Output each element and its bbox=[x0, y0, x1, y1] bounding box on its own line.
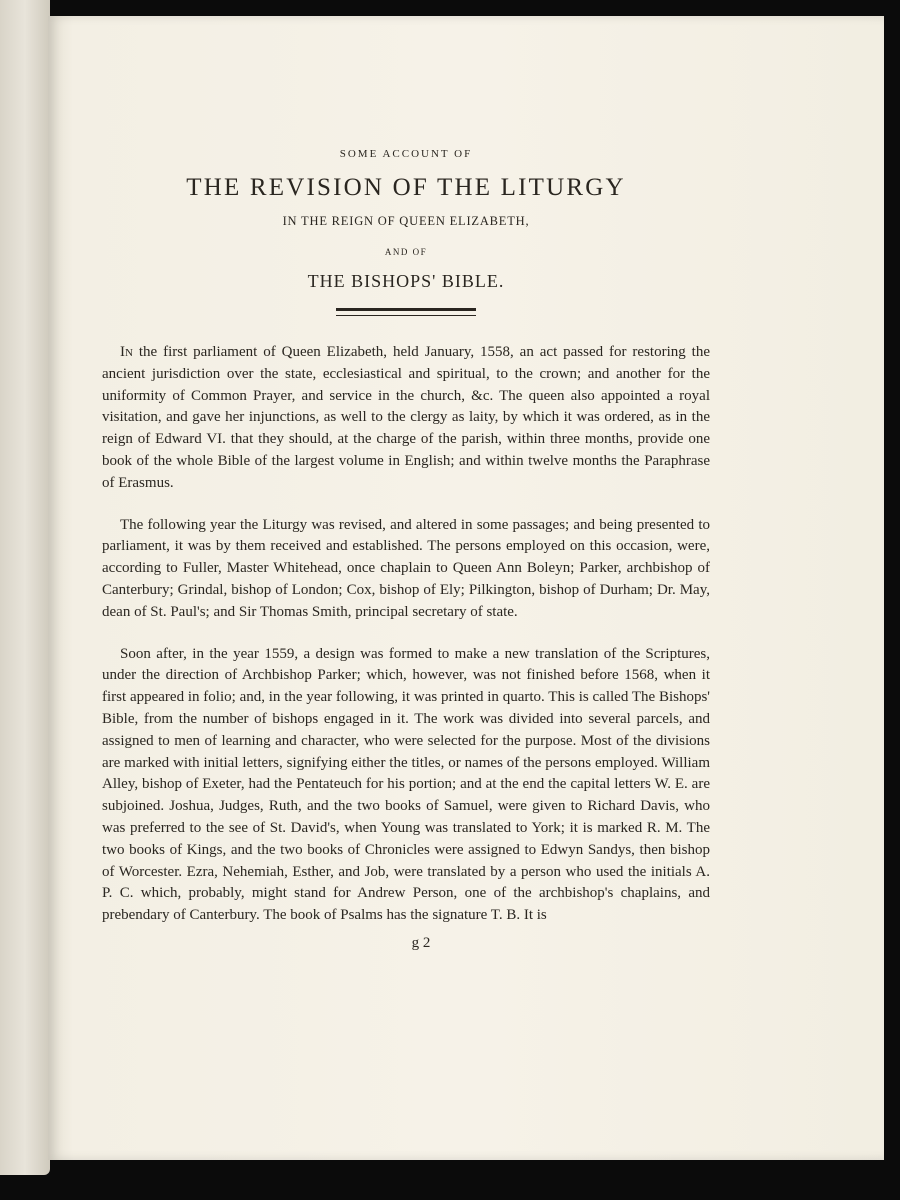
title-subtitle: IN THE REIGN OF QUEEN ELIZABETH, bbox=[282, 214, 530, 228]
paragraph-1 bbox=[102, 342, 710, 495]
page-content bbox=[102, 148, 710, 952]
paragraph-2: The following year the Liturgy was revised, and altered in some passages; and being presented to parliament, it was by them received and established. The persons employed on this occasion, were, according to Fuller, Master Whitehead, once chaplain to Queen Ann Boleyn; Parker, archbishop of Canterbury; Grindal, bishop of London; Cox, bishop of Ely; Pilkington, bishop of Durham; Dr. May, dean of St. Paul's; and Sir Thomas Smith, principal secretary of state. bbox=[102, 516, 710, 620]
second-title: THE BISHOPS' BIBLE. bbox=[307, 271, 505, 291]
facing-page-edge bbox=[0, 0, 50, 1175]
title-connector: AND OF bbox=[384, 247, 428, 257]
decorative-rule bbox=[336, 308, 476, 316]
signature-mark: g 2 bbox=[411, 934, 431, 951]
title-kicker: SOME ACCOUNT OF bbox=[339, 148, 473, 160]
paragraph-3: Soon after, in the year 1559, a design was formed to make a new translation of the Scriptures, under the direction of Archbishop Parker; which, however, was not finished before 1568, when it first appeared in folio; and, in the year following, it was printed in quarto. This is called The Bishops' Bible, from the number of bishops engaged in it. The work was divided into several parcels, and assigned to men of learning and character, who were selected for the purpose. Most of the divisions are marked with initial letters, signifying either the titles, or names of the persons employed. William Alley, bishop of Exeter, had the Pentateuch for his portion; and at the end the capital letters W. E. are subjoined. Joshua, Judges, Ruth, and the two books of Samuel, were given to Richard Davis, who was preferred to the see of St. David's, when Young was translated to York; it is marked R. M. The two books of Kings, and the two books of Chronicles were assigned to Edwyn Sandys, then bishop of Worcester. Ezra, Nehemiah, Esther, and Job, were translated by a person who used the initials A. P. C. which, probably, might stand for Andrew Person, one of the archbishop's chaplains, and prebendary of Canterbury. The book of Psalms has the signature T. B. It is bbox=[102, 645, 710, 924]
paragraph-1-text: the first parliament of Queen Elizabeth, held January, 1558, an act passed for restoring the ancient jurisdiction over the state, ecclesiastical and spiritual, to the crown; and another for the uniformity of Common Prayer, and service in the church, &c. The queen also appointed a royal visitation, and gave her injunctions, as well to the clergy as laity, by which it was ordered, as in the reign of Edward VI. that they should, at the charge of the parish, within three months, provide one book of the whole Bible of the largest volume in English; and within twelve months the Paraphrase of Erasmus. bbox=[102, 344, 710, 491]
paragraph-1-lead: In bbox=[120, 344, 133, 360]
main-title: THE REVISION OF THE LITURGY bbox=[186, 174, 626, 201]
